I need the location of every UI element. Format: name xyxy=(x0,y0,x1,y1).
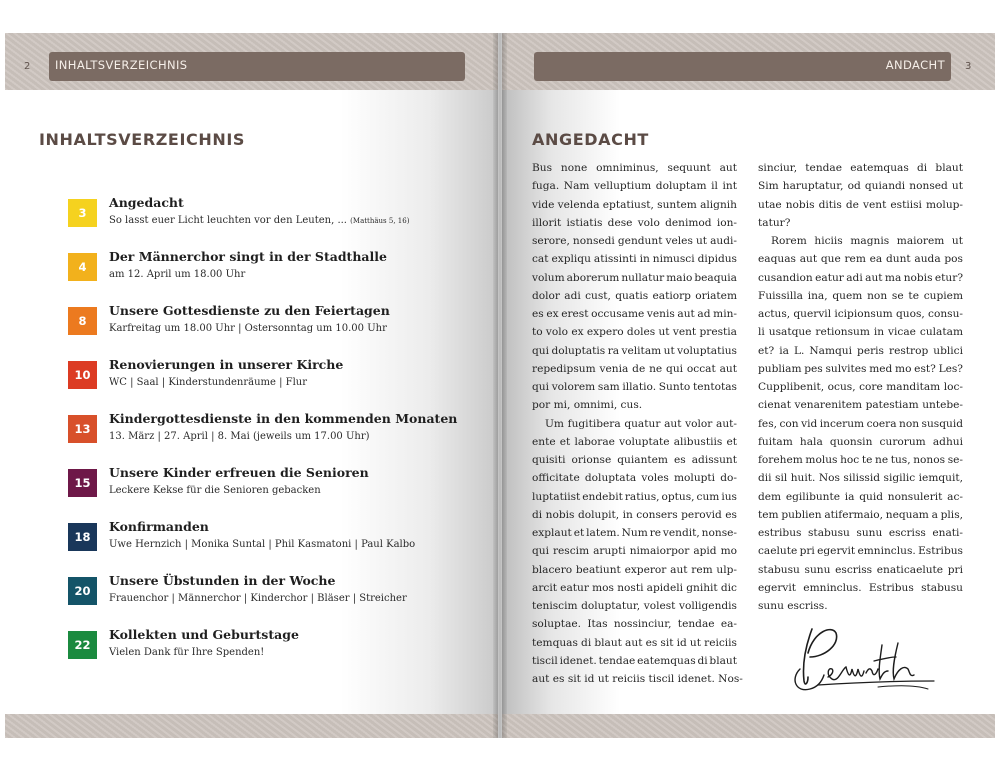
toc-item-description xyxy=(109,323,387,334)
toc-item-title: Renovierungen in unserer Kirche xyxy=(109,357,344,372)
left-page-number: 2 xyxy=(24,61,31,72)
article-text-line: tiscil idenet. tendae eatemquas di blaut xyxy=(532,654,737,667)
toc-item-description xyxy=(109,647,264,658)
right-page xyxy=(502,33,995,738)
article-text-line: cienat venarenitem patestiam untebe- xyxy=(758,399,963,412)
toc-item-description-text: 13. März | 27. April | 8. Mai (jeweils um 17.00 Uhr) xyxy=(109,431,370,442)
toc-item-title: Unsere Kinder erfreuen die Senioren xyxy=(109,465,369,480)
left-footer-band xyxy=(5,714,498,738)
article-text-line: di nobis dolupit, in consers perovid es xyxy=(532,508,737,521)
toc-page-badge: 15 xyxy=(68,469,97,497)
toc-page-badge: 20 xyxy=(68,577,97,605)
toc-item-description-text: Karfreitag um 18.00 Uhr | Ostersonntag um 10.00 Uhr xyxy=(109,323,387,334)
toc-item-title: Der Männerchor singt in der Stadthalle xyxy=(109,249,387,264)
article-text-line: cat expliqu atissinti in nimusci dipidus xyxy=(532,253,737,266)
toc-item-title: Unsere Übstunden in der Woche xyxy=(109,573,336,588)
toc-item-description xyxy=(109,593,407,604)
article-text-line: es ex erest occusame venis aut ad min- xyxy=(532,308,737,320)
article-text-line: Um fugitibera quatur aut volor aut- xyxy=(545,417,737,430)
toc-page-badge: 22 xyxy=(68,631,97,659)
article-text-line: Sim haruptatur, od quiandi nonsed ut xyxy=(758,180,963,193)
toc-item-description xyxy=(109,377,307,388)
article-text-line: officitate doluptata voles molupti do- xyxy=(532,472,737,485)
article-text-line: to volo ex expero doles ut vent prestia xyxy=(532,326,737,339)
toc-item-description xyxy=(109,539,415,550)
article-text-line: teniscim doluptatur, volest volligendis xyxy=(532,600,737,612)
right-header-bar xyxy=(534,52,951,81)
article-text-line: utae nobis ditis de vent estiisi molup- xyxy=(758,198,963,211)
article-text-line: aut es sit id ut reiciis tiscil idenet. Nos- xyxy=(532,673,743,685)
article-text-line: repedipsum venia de ne qui occat aut xyxy=(532,362,737,375)
article-text-line: sinciur, tendae eatemquas di blaut xyxy=(758,162,963,174)
article-text-line: Bus none omniminus, sequunt aut xyxy=(532,162,737,174)
toc-item-description xyxy=(109,215,409,226)
article-text-line: temquas di blaut aut es sit id ut reiciis xyxy=(532,636,737,649)
article-text-line: eaquas aut que rem ea dunt auda pos xyxy=(758,253,963,266)
brochure-spread xyxy=(5,33,995,738)
toc-page-badge: 10 xyxy=(68,361,97,389)
toc-item-description-text: Leckere Kekse für die Senioren gebacken xyxy=(109,485,321,496)
article-text-line: por mi, omnimi, cus. xyxy=(532,399,643,412)
article-text-line: qui doluptatis ra velitam ut voluptatius xyxy=(532,344,737,357)
article-text-line: fes, con vid incerum coera non susquid xyxy=(758,417,963,430)
toc-item-title: Kindergottesdienste in den kommenden Monaten xyxy=(109,411,458,426)
article-text-line: egervit emninclus. Estribus stabusu xyxy=(758,581,963,594)
toc-item-description xyxy=(109,485,321,496)
toc-item-description-text: WC | Saal | Kinderstundenräume | Flur xyxy=(109,377,308,388)
article-text-line: vide velenda eptatiust, suntem alignih xyxy=(532,198,737,211)
article-text-line: fuitam hala quonsin curorum adhui xyxy=(758,435,963,448)
toc-item-description-text: am 12. April um 18.00 Uhr xyxy=(109,269,246,280)
left-header-bar xyxy=(49,52,465,81)
article-text-line: serore, nonsedi gendunt veles ut audi- xyxy=(532,235,737,247)
left-page xyxy=(5,33,498,738)
article-text-line: luptatiist endebit ratius, optus, cum ius xyxy=(532,490,737,503)
article-text-line: Fuissilla ina, quem non se te cupiem xyxy=(758,289,963,302)
article-text-line: Rorem hiciis magnis maiorem ut xyxy=(771,235,963,247)
left-header-band xyxy=(5,33,498,90)
article-text-line: blacero beatiunt experor aut rem ulp- xyxy=(532,563,737,576)
article-text-line: volum aborerum nullatur maio beaquia xyxy=(532,271,737,284)
article-text-line: actus, quervil icipionsum quos, consu- xyxy=(758,308,963,320)
article-text-line: li usatque retionsum in vicae culatam xyxy=(758,326,963,339)
right-footer-band xyxy=(502,714,995,738)
article-text-line: estribus stabusu sunu escriss enati- xyxy=(758,527,963,539)
left-header-title: INHALTSVERZEICHNIS xyxy=(55,58,188,72)
toc-page-badge: 13 xyxy=(68,415,97,443)
toc-item-description-text: Uwe Hernzich | Monika Suntal | Phil Kasmatoni | Paul Kalbo xyxy=(109,539,416,550)
handwritten-signature xyxy=(788,623,938,697)
article-text-line: caelute pri egervit emninclus. Estribus xyxy=(758,545,963,558)
article-column-1 xyxy=(532,159,743,688)
article-text-line: tatur? xyxy=(758,216,791,229)
right-page-number: 3 xyxy=(965,61,972,72)
toc-item-title: Unsere Gottesdienste zu den Feiertagen xyxy=(109,303,390,318)
toc-item-description xyxy=(109,269,245,280)
toc-item-description-text: Frauenchor | Männerchor | Kinderchor | Bläser | Streicher xyxy=(109,593,407,604)
article-text-line: soluptae. Itas nossinciur, tendae ea- xyxy=(532,618,737,631)
toc-item-description xyxy=(109,431,370,442)
article-column-2 xyxy=(758,159,963,615)
article-text-line: qui volorem sam illatio. Sunto tentotas xyxy=(532,381,737,393)
article-text-line: tem publien atifermaio, nequam a plis, xyxy=(758,508,963,521)
toc-page-badge: 3 xyxy=(68,199,97,227)
article-text-line: et? ia L. Namqui peris restrop ublici xyxy=(758,344,963,357)
article-text-line: arcit eatur mos nosti apideli gnihit dic xyxy=(532,581,737,594)
right-header-title: ANDACHT xyxy=(885,58,945,72)
article-text-line: Cupplibenit, ocus, core manditam loc- xyxy=(758,381,963,393)
article-text-line: dem egilibunte ia quid nonsulerit ac- xyxy=(758,490,963,503)
toc-item-description-text: Vielen Dank für Ihre Spenden! xyxy=(109,647,265,658)
article-text-line: dii sil huit. Nos silissid sigilic iemquit, xyxy=(758,472,963,485)
toc-page-badge: 4 xyxy=(68,253,97,281)
article-text-line: dolor adi cust, quatis eatiorp oriatem xyxy=(532,289,737,302)
article-text-line: forehem molus hoc te ne tus, nonos se- xyxy=(758,454,963,466)
article-text-line: sunu escriss. xyxy=(758,600,828,612)
article-title: ANGEDACHT xyxy=(532,130,649,149)
article-text-line: quisiti orionse quiantem es adissunt xyxy=(532,454,737,466)
article-text-line: stabusu sunu escriss enaticaelute pri xyxy=(758,563,963,576)
toc-item-title: Kollekten und Geburtstage xyxy=(109,627,299,642)
toc-item-title: Angedacht xyxy=(109,195,184,210)
article-text-line: fuga. Nam velluptium doluptam il int xyxy=(532,180,737,193)
article-text-line: publiam pes sulvites med mo est? Les? xyxy=(758,362,963,375)
article-text-line: ente et laborae voluptate alibustiis et xyxy=(532,435,737,448)
article-text-line: qui rescim arupti nimaiorpor apid mo xyxy=(532,545,737,558)
toc-item-description-text: So lasst euer Licht leuchten vor den Leuten, ... xyxy=(109,215,347,226)
toc-page-badge: 18 xyxy=(68,523,97,551)
article-text-line: cusandion eatur adi aut ma nobis etur? xyxy=(758,271,963,284)
toc-item-title: Konfirmanden xyxy=(109,519,209,534)
toc-page-badge: 8 xyxy=(68,307,97,335)
toc-title: INHALTSVERZEICHNIS xyxy=(39,130,246,149)
book-gutter xyxy=(493,33,507,738)
right-header-band xyxy=(502,33,995,90)
article-text-line: illorit istiatis dese volo denimod ion- xyxy=(532,216,737,229)
article-text-line: explaut et latem. Num re vendit, nonse- xyxy=(532,527,737,539)
toc-item-reference: (Matthäus 5, 16) xyxy=(350,217,410,225)
